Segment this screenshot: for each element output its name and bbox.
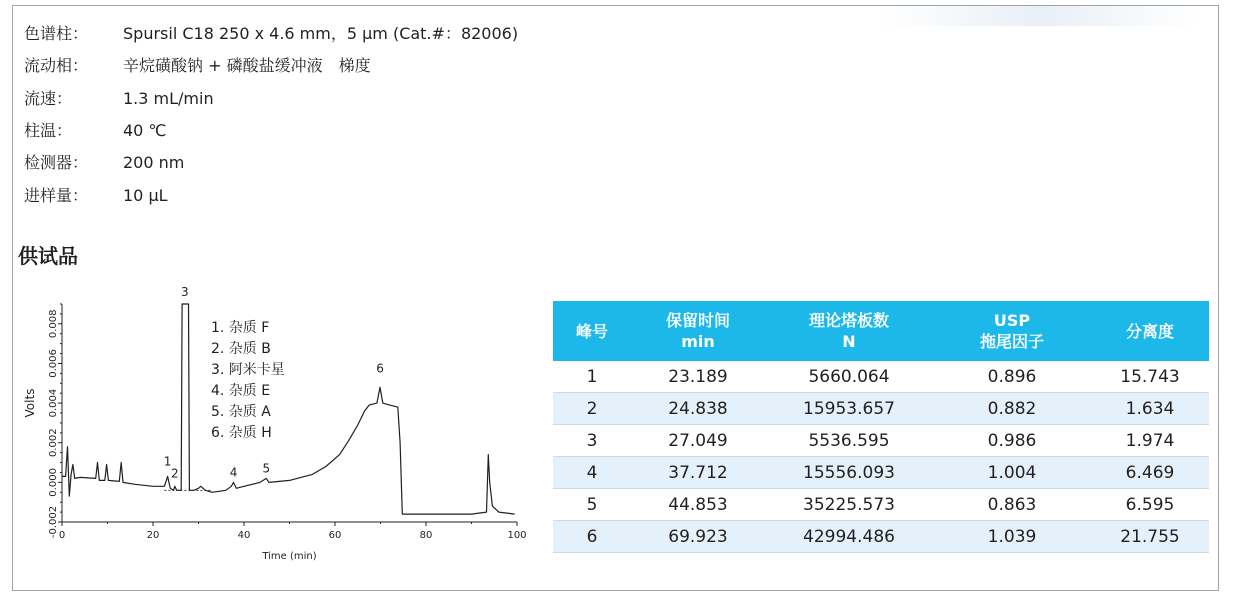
table-cell: 69.923 bbox=[631, 521, 765, 553]
legend-entry: 1. 杂质 F bbox=[211, 320, 270, 336]
y-tick-label: 0.008 bbox=[48, 309, 59, 339]
x-axis-title: Time (min) bbox=[262, 551, 317, 562]
table-header-row bbox=[553, 301, 1209, 361]
condition-value: 10 µL bbox=[123, 186, 168, 205]
peak-label: 3 bbox=[181, 285, 189, 300]
table-cell: 6.595 bbox=[1091, 489, 1209, 521]
chromatogram-svg bbox=[14, 282, 534, 572]
table-cell: 1.974 bbox=[1091, 425, 1209, 457]
table-cell: 35225.573 bbox=[765, 489, 933, 521]
condition-value: 1.3 mL/min bbox=[123, 89, 214, 108]
table-cell: 44.853 bbox=[631, 489, 765, 521]
y-tick-label: -0.002 bbox=[48, 505, 59, 539]
table-cell: 0.986 bbox=[933, 425, 1091, 457]
table-row bbox=[553, 521, 1209, 553]
section-title: 供试品 bbox=[18, 244, 78, 268]
y-tick-label: 0.006 bbox=[48, 349, 59, 378]
peak-label: 2 bbox=[171, 466, 179, 481]
table-row bbox=[553, 489, 1209, 521]
table-cell: 15953.657 bbox=[765, 393, 933, 425]
legend-entry: 3. 阿米卡星 bbox=[211, 362, 285, 378]
header-line: USP bbox=[993, 311, 1031, 330]
header-line: 理论塔板数 bbox=[808, 311, 889, 330]
condition-label: 色谱柱： bbox=[24, 24, 89, 43]
chromatogram-trace bbox=[62, 304, 515, 514]
col-header-resolution bbox=[1091, 301, 1209, 361]
x-tick-label: 80 bbox=[419, 530, 433, 541]
table-cell: 15556.093 bbox=[765, 457, 933, 489]
header-line: min bbox=[681, 332, 715, 351]
x-tick-label: 60 bbox=[328, 530, 342, 541]
table-cell: 1 bbox=[553, 361, 631, 393]
table-cell: 21.755 bbox=[1091, 521, 1209, 553]
col-header-peak-no bbox=[553, 301, 631, 361]
table-cell: 37.712 bbox=[631, 457, 765, 489]
col-header-retention-time bbox=[631, 301, 765, 361]
y-tick-label: 0.004 bbox=[48, 388, 59, 418]
condition-label: 进样量： bbox=[24, 186, 89, 205]
legend-entry: 4. 杂质 E bbox=[211, 383, 271, 399]
table-row bbox=[553, 457, 1209, 489]
table-cell: 1.039 bbox=[933, 521, 1091, 553]
condition-value: 40 ℃ bbox=[123, 121, 167, 140]
y-axis-title: Volts bbox=[23, 388, 37, 418]
table-cell: 1.634 bbox=[1091, 393, 1209, 425]
condition-value: 辛烷磺酸钠 + 磷酸盐缓冲液 梯度 bbox=[123, 56, 371, 75]
table-cell: 5 bbox=[553, 489, 631, 521]
table-cell: 24.838 bbox=[631, 393, 765, 425]
condition-label: 流动相： bbox=[24, 56, 89, 75]
condition-label: 检测器： bbox=[24, 153, 89, 172]
x-tick-label: 0 bbox=[58, 530, 66, 541]
legend-entry: 2. 杂质 B bbox=[211, 341, 271, 357]
x-tick-label: 100 bbox=[507, 530, 527, 541]
table-cell: 0.863 bbox=[933, 489, 1091, 521]
chromatogram-chart bbox=[14, 282, 534, 572]
table-cell: 3 bbox=[553, 425, 631, 457]
table-cell: 5660.064 bbox=[765, 361, 933, 393]
table-cell: 5536.595 bbox=[765, 425, 933, 457]
table-cell: 0.896 bbox=[933, 361, 1091, 393]
table-cell: 15.743 bbox=[1091, 361, 1209, 393]
condition-value: 200 nm bbox=[123, 153, 185, 172]
legend-entry: 6. 杂质 H bbox=[211, 425, 272, 441]
header-line: 峰号 bbox=[575, 321, 608, 341]
y-tick-label: 0.000 bbox=[48, 468, 59, 497]
table-row bbox=[553, 361, 1209, 393]
table-cell: 27.049 bbox=[631, 425, 765, 457]
header-line: 分离度 bbox=[1125, 321, 1174, 341]
table-cell: 6 bbox=[553, 521, 631, 553]
y-tick-label: 0.002 bbox=[48, 428, 59, 458]
condition-value: Spursil C18 250 x 4.6 mm，5 µm (Cat.#：82006) bbox=[123, 24, 519, 43]
table-cell: 42994.486 bbox=[765, 521, 933, 553]
header-line: 拖尾因子 bbox=[979, 332, 1044, 351]
table-cell: 1.004 bbox=[933, 457, 1091, 489]
table-cell: 4 bbox=[553, 457, 631, 489]
peak-label: 1 bbox=[163, 454, 172, 469]
condition-label: 柱温： bbox=[24, 121, 73, 140]
peak-table bbox=[553, 301, 1209, 553]
legend-entry: 5. 杂质 A bbox=[211, 404, 271, 420]
table-row bbox=[553, 393, 1209, 425]
peak-label: 6 bbox=[376, 361, 384, 376]
col-header-tailing bbox=[933, 301, 1091, 361]
frame-sheen bbox=[880, 6, 1200, 26]
header-line: 保留时间 bbox=[665, 311, 730, 330]
header-line: N bbox=[842, 332, 856, 351]
table-cell: 23.189 bbox=[631, 361, 765, 393]
table-cell: 0.882 bbox=[933, 393, 1091, 425]
table-row bbox=[553, 425, 1209, 457]
col-header-plates bbox=[765, 301, 933, 361]
table-cell: 2 bbox=[553, 393, 631, 425]
table-cell: 6.469 bbox=[1091, 457, 1209, 489]
x-tick-label: 20 bbox=[146, 530, 160, 541]
condition-label: 流速： bbox=[24, 89, 73, 108]
x-tick-label: 40 bbox=[237, 530, 251, 541]
peak-label: 4 bbox=[229, 465, 238, 480]
peak-label: 5 bbox=[262, 461, 271, 476]
